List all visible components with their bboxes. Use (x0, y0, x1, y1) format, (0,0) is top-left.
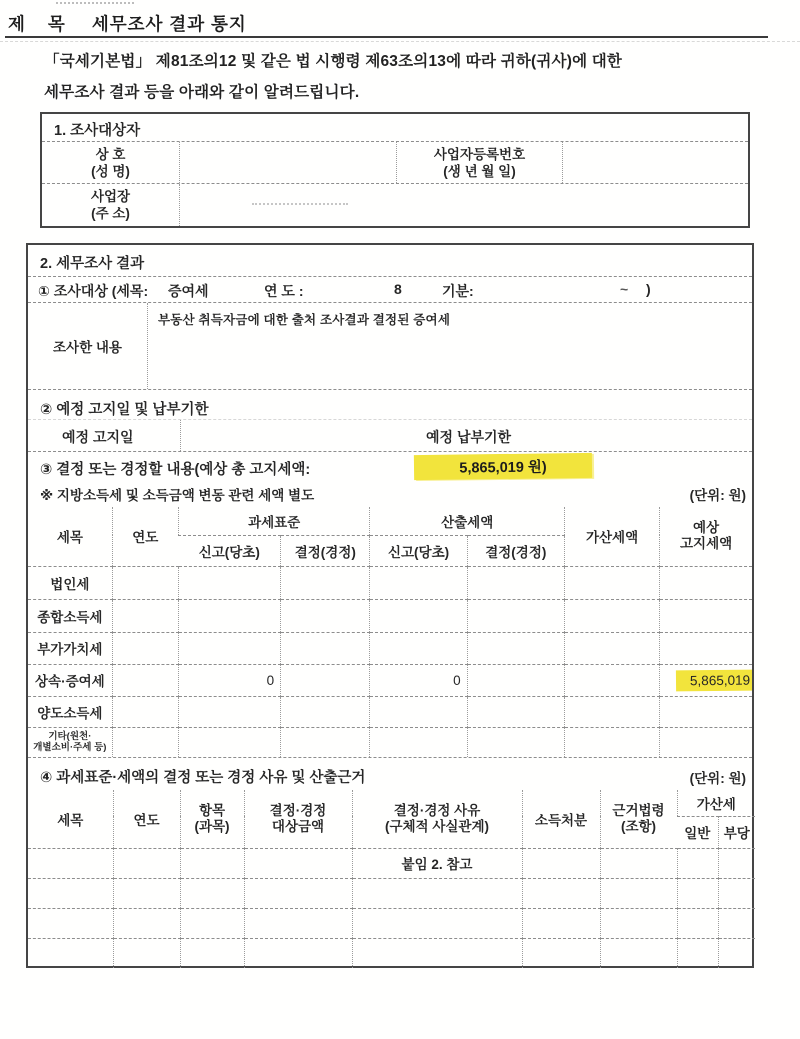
cell-empty (112, 632, 178, 664)
col-header-expected-notice (660, 507, 752, 566)
row-decision-heading (28, 452, 752, 482)
cell-empty (522, 878, 600, 908)
investigated-content-label: 조사한 내용 (28, 303, 148, 389)
row-schedule-labels (28, 420, 752, 452)
address-value (180, 184, 748, 226)
table-row-vat (28, 632, 752, 664)
cell-empty (178, 566, 280, 599)
cell-empty (467, 566, 564, 599)
table-row-capital-gains-tax (28, 696, 752, 727)
col-header-legal-basis (600, 790, 677, 848)
cell-empty (281, 664, 370, 696)
column-divider (180, 420, 181, 451)
col-header-penalty-general: 일반 (677, 816, 718, 848)
section1-heading: 1. 조사대상자 (42, 114, 748, 142)
cell-empty (113, 848, 180, 878)
col-header-item-line1: 항목 (198, 802, 226, 818)
row-reason-heading (28, 757, 752, 790)
reason-basis-table (28, 790, 755, 968)
cell-empty (564, 632, 659, 664)
cell-empty (600, 938, 677, 968)
highlighted-expected-amount: 5,865,019 (676, 669, 752, 691)
col-header-year: 연도 (112, 507, 178, 566)
cell-empty (352, 878, 522, 908)
section-target-person-box (40, 112, 750, 228)
unit-label: (단위: 원) (689, 771, 746, 786)
row-business-address (42, 184, 748, 226)
row-label-line2: 개별소비·주세 등) (33, 742, 107, 754)
cell-empty (178, 599, 280, 632)
intro-paragraph (44, 46, 754, 108)
reason-heading: ④ 과세표준·세액의 결정 또는 경정 사유 및 산출근거 (40, 770, 366, 786)
section2-heading: 2. 세무조사 결과 (28, 245, 752, 277)
cell-empty (113, 908, 180, 938)
cell-empty (677, 878, 718, 908)
table-row-comprehensive-income-tax (28, 599, 752, 632)
redacted-marks (252, 203, 348, 205)
row-decision-note (28, 482, 752, 507)
table-row-empty (28, 878, 755, 908)
table-row-attachment-note (28, 848, 755, 878)
cell-empty (522, 938, 600, 968)
row-label: 상속·증여세 (28, 664, 112, 696)
cell-empty (677, 848, 718, 878)
cell-empty (180, 908, 244, 938)
cell-empty (467, 599, 564, 632)
cell-empty (467, 632, 564, 664)
cell-empty (467, 664, 564, 696)
col-header-calculated-tax: 산출세액 (370, 507, 565, 535)
cell-empty (467, 696, 564, 727)
cell-empty (352, 908, 522, 938)
title-text: 세무조사 결과 통지 (91, 14, 247, 34)
col-header-decided-1: 결정(경정) (281, 535, 370, 566)
cell-empty (178, 727, 280, 757)
due-date-label: 예정 납부기한 (426, 429, 512, 445)
col-header-reported-2: 신고(당초) (370, 535, 467, 566)
cell-empty (370, 696, 467, 727)
address-label-line1: 사업장 (90, 189, 131, 204)
cell-base-reported: 0 (178, 664, 280, 696)
col-header-expected-line1: 예상 (693, 520, 720, 536)
cell-empty (522, 848, 600, 878)
col-header-law-line1: 근거법령 (612, 802, 665, 818)
cell-empty (28, 938, 113, 968)
title-word: 제 (8, 14, 26, 34)
cell-empty (677, 908, 718, 938)
col-header-item (180, 790, 244, 848)
col-header-law-line2: (조항) (620, 818, 657, 834)
target-period-label: 기분: (442, 283, 474, 299)
tax-summary-table (28, 507, 752, 757)
cell-empty (112, 566, 178, 599)
cell-empty (370, 727, 467, 757)
cell-empty (600, 878, 677, 908)
row-company-name (42, 142, 748, 184)
target-close-paren: ) (646, 281, 651, 297)
cell-empty (718, 878, 755, 908)
cell-empty (112, 727, 178, 757)
cell-empty (281, 632, 370, 664)
cell-empty (180, 848, 244, 878)
col-header-decided-2: 결정(경정) (467, 535, 564, 566)
cell-empty (522, 908, 600, 938)
cell-empty (564, 664, 659, 696)
cell-empty (180, 878, 244, 908)
table-row-corporate-tax (28, 566, 752, 599)
cell-empty (467, 727, 564, 757)
company-name-label (42, 142, 180, 183)
cell-empty (281, 727, 370, 757)
registration-number-label (397, 142, 563, 183)
target-prefix: ① 조사대상 (세목: (38, 283, 149, 299)
title-word: 목 (47, 14, 66, 34)
cell-empty (564, 696, 659, 727)
col-header-penalty: 가산세액 (564, 507, 659, 566)
cell-empty (660, 599, 752, 632)
col-header-item-line2: (과목) (194, 818, 230, 834)
cell-empty (677, 938, 718, 968)
col-header-penalty: 가산세 (677, 790, 755, 816)
local-tax-note: ※ 지방소득세 및 소득금액 변동 관련 세액 별도 (40, 488, 315, 503)
table-row-other-taxes (28, 727, 752, 757)
cell-empty (718, 908, 755, 938)
row-label-line1: 기타(원천· (48, 731, 92, 743)
row-label (28, 727, 112, 757)
schedule-heading: ② 예정 고지일 및 납부기한 (28, 390, 752, 420)
registration-number-value (563, 142, 748, 183)
row-investigation-target (28, 277, 752, 303)
col-header-amount-line2: 대상금액 (271, 818, 325, 834)
registration-number-label-line1: 사업자등록번호 (433, 146, 526, 162)
intro-line-2: 세무조사 결과 등을 아래와 같이 알려드립니다. (44, 84, 360, 101)
cell-empty (600, 908, 677, 938)
cell-empty (600, 848, 677, 878)
cell-empty (112, 664, 178, 696)
company-name-value (180, 142, 397, 183)
cell-empty (178, 696, 280, 727)
cell-empty (281, 696, 370, 727)
cell-empty (244, 938, 352, 968)
cell-empty (28, 908, 113, 938)
cell-empty (564, 566, 659, 599)
col-header-tax-item: 세목 (57, 812, 84, 828)
cell-empty (281, 599, 370, 632)
cell-empty (281, 566, 370, 599)
cell-empty (244, 908, 352, 938)
table-row-empty (28, 938, 755, 968)
page-title (8, 11, 247, 36)
target-tilde: ~ (620, 281, 629, 297)
cell-empty (718, 938, 755, 968)
unit-label: (단위: 원) (689, 488, 746, 503)
col-header-income-disposition: 소득처분 (522, 790, 600, 848)
col-header-tax-base: 과세표준 (178, 507, 370, 535)
col-header-year: 연도 (113, 790, 180, 848)
col-header-amount-line1: 결정·경정 (269, 802, 327, 818)
cell-empty (564, 599, 659, 632)
row-label: 양도소득세 (28, 696, 112, 727)
col-header-tax-item: 세목 (56, 530, 83, 546)
cell-empty (113, 878, 180, 908)
target-year-label: 연 도 : (264, 283, 304, 299)
col-header-expected-line2: 고지세액 (680, 536, 733, 552)
cell-empty (244, 878, 352, 908)
cell-empty (660, 632, 752, 664)
cell-empty (564, 727, 659, 757)
cell-empty (660, 727, 752, 757)
cell-empty (244, 848, 352, 878)
table-row-empty (28, 908, 755, 938)
title-underline (5, 36, 768, 38)
col-header-target-amount (244, 790, 352, 848)
decision-heading: ③ 결정 또는 경정할 내용(예상 총 고지세액: (40, 462, 311, 478)
cell-empty (178, 632, 280, 664)
cell-empty (370, 632, 467, 664)
row-label: 종합소득세 (28, 599, 112, 632)
col-header-reason-line1: 결정·경정 사유 (393, 802, 481, 818)
cell-empty (28, 848, 113, 878)
cell-empty (113, 938, 180, 968)
notice-date-label: 예정 고지일 (62, 429, 134, 445)
cell-empty (370, 566, 467, 599)
cell-empty (352, 938, 522, 968)
investigated-content-text: 부동산 취득자금에 대한 출처 조사결과 결정된 증여세 (158, 313, 451, 327)
registration-number-label-line2: (생 년 월 일) (443, 163, 516, 179)
cell-empty (112, 599, 178, 632)
title-underline-faint (0, 41, 800, 42)
cell-empty (370, 599, 467, 632)
row-label: 법인세 (28, 566, 112, 599)
col-header-reported-1: 신고(당초) (178, 535, 280, 566)
target-tax-item: 증여세 (168, 283, 209, 299)
cell-calc-reported: 0 (370, 664, 467, 696)
address-label-line2: (주 소) (91, 206, 130, 221)
cell-attachment-note: 붙임 2. 참고 (352, 848, 522, 878)
cell-empty (660, 696, 752, 727)
page-crop-artifact (56, 2, 134, 4)
company-name-label-line1: 상 호 (95, 146, 126, 162)
cell-expected-amount (660, 664, 752, 696)
col-header-reason-line2: (구체적 사실관계) (384, 818, 490, 834)
intro-line-1: 「국세기본법」 제81조의12 및 같은 법 시행령 제63조의13에 따라 귀하(귀사)에 대한 (44, 53, 623, 70)
target-year-value: 8 (394, 281, 402, 297)
address-label (42, 184, 180, 226)
col-header-penalty-unfair: 부당 (718, 816, 755, 848)
cell-empty (718, 848, 755, 878)
cell-empty (660, 566, 752, 599)
section-investigation-result-box (26, 243, 754, 968)
cell-empty (112, 696, 178, 727)
table-row-inheritance-gift-tax (28, 664, 752, 696)
row-investigated-content (28, 303, 752, 390)
cell-empty (180, 938, 244, 968)
row-label: 부가가치세 (28, 632, 112, 664)
col-header-reason (352, 790, 522, 848)
highlighted-total-amount: 5,865,019 원) (414, 453, 592, 480)
company-name-label-line2: (성 명) (91, 163, 130, 179)
cell-empty (28, 878, 113, 908)
